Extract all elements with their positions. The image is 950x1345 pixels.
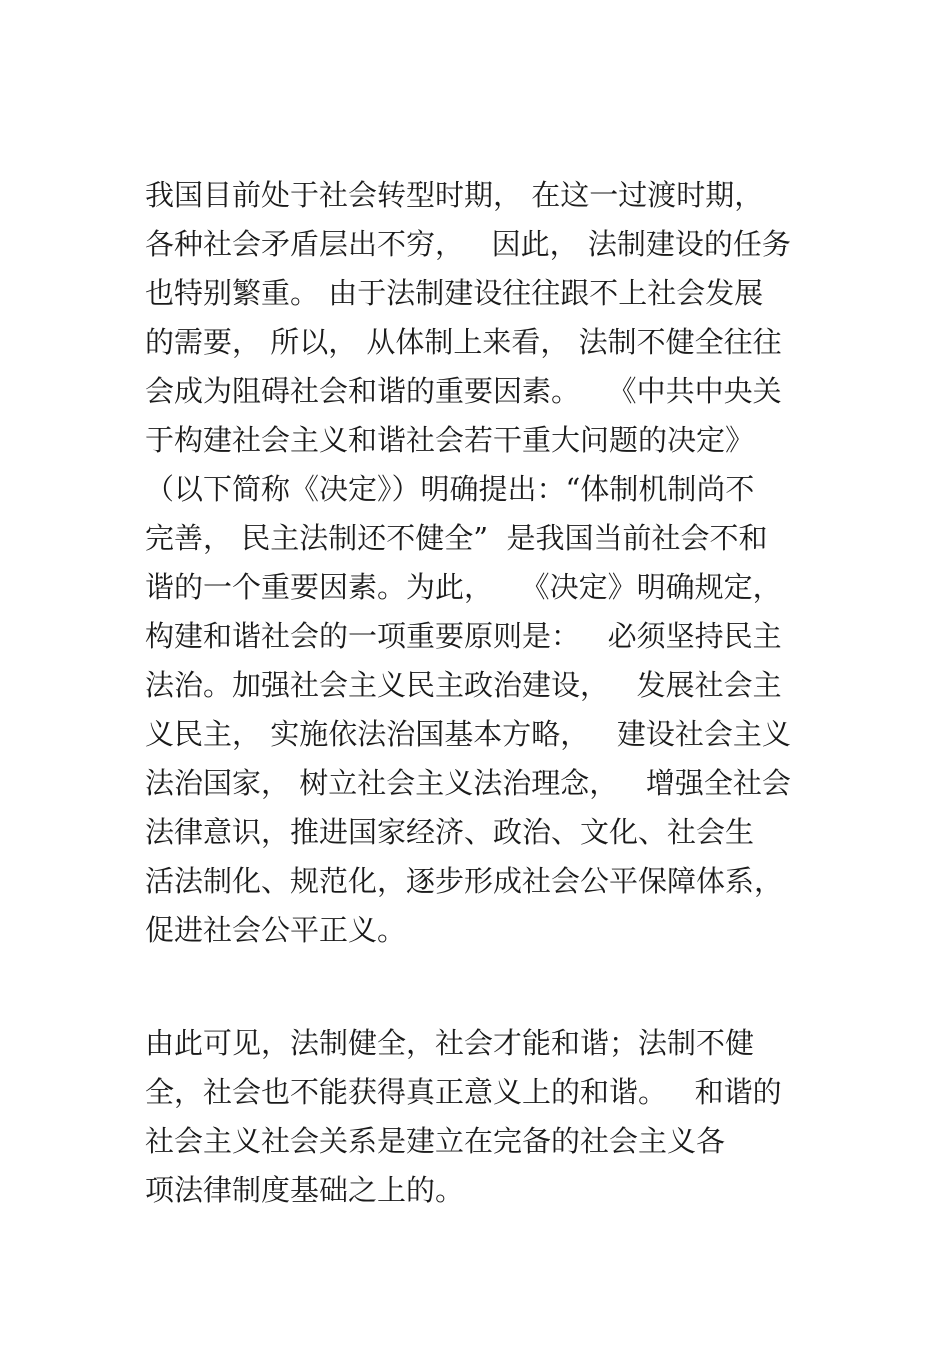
text-line: 项法律制度基础之上的。	[145, 1173, 465, 1207]
text-line: 完善， 民主法制还不健全” 是我国当前社会不和	[145, 521, 768, 555]
text-line: 促进社会公平正义。	[145, 913, 407, 947]
text-line: 谐的一个重要因素。为此， 《决定》明确规定，	[145, 570, 782, 604]
paragraph-1	[145, 171, 825, 955]
text-line: 活法制化、规范化，逐步形成社会公平保障体系，	[145, 864, 784, 898]
text-line: 的需要， 所以， 从体制上来看， 法制不健全往往	[145, 325, 782, 359]
text-line: 各种社会矛盾层出不穷， 因此， 法制建设的任务	[145, 227, 791, 261]
text-line: 构建和谐社会的一项重要原则是： 必须坚持民主	[145, 619, 782, 653]
text-line: （以下简称《决定》）明确提出：“体制机制尚不	[145, 472, 755, 506]
text-line: 于构建社会主义和谐社会若干重大问题的决定》	[145, 423, 755, 457]
text-line: 全，社会也不能获得真正意义上的和谐。 和谐的	[145, 1075, 782, 1109]
text-line: 法律意识，推进国家经济、政治、文化、社会生	[145, 815, 755, 849]
text-line: 会成为阻碍社会和谐的重要因素。 《中共中央关	[145, 374, 782, 408]
text-line: 也特别繁重。 由于法制建设往往跟不上社会发展	[145, 276, 764, 310]
text-line: 我国目前处于社会转型时期， 在这一过渡时期，	[145, 178, 764, 212]
text-line: 法治。加强社会主义民主政治建设， 发展社会主	[145, 668, 782, 702]
text-line: 法治国家， 树立社会主义法治理念， 增强全社会	[145, 766, 791, 800]
text-line: 社会主义社会关系是建立在完备的社会主义各	[145, 1124, 726, 1158]
text-line: 义民主， 实施依法治国基本方略， 建设社会主义	[145, 717, 791, 751]
paragraph-2	[145, 1019, 825, 1215]
text-line: 由此可见，法制健全，社会才能和谐；法制不健	[145, 1026, 755, 1060]
